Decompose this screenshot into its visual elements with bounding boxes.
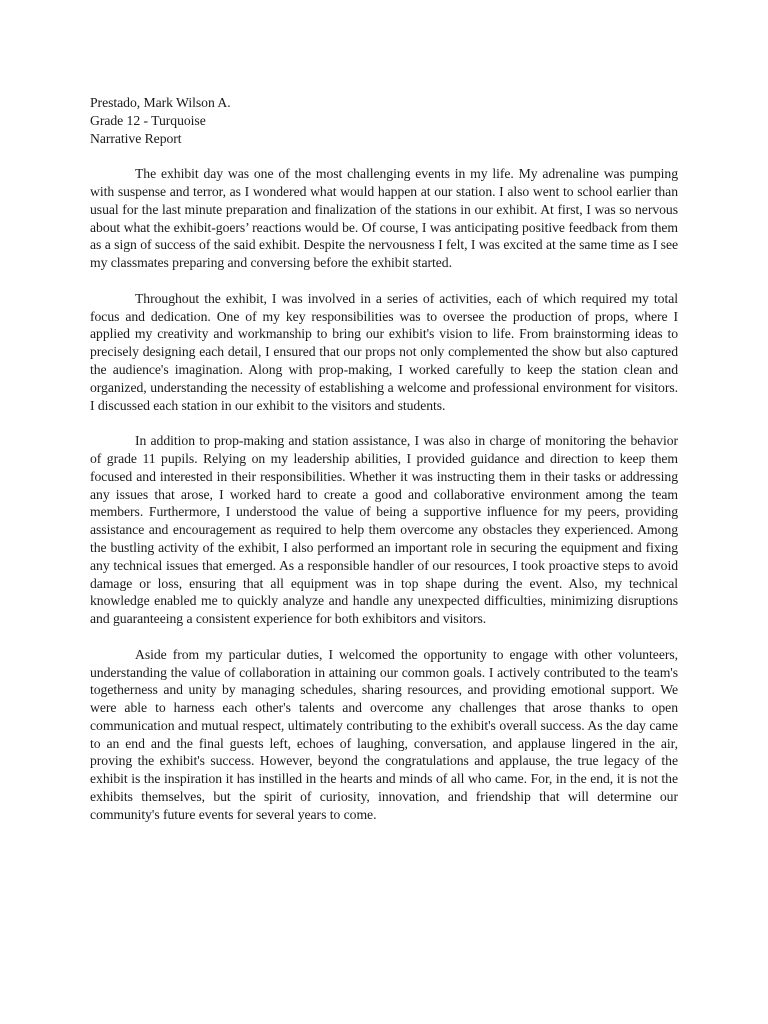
document-header xyxy=(90,94,678,147)
paragraph-monitoring: In addition to prop-making and station assistance, I was also in charge of monitoring the behavior of grade 11 pupils. Relying on my leadership abilities, I provided guidance and direction to keep them focused and interested in their responsibilities. Whether it was instructing them in their tasks or addressing any issues that arose, I worked hard to create a good and collaborative environment among the team members. Furthermore, I understood the value of being a supportive influence for my peers, providing assistance and encouragement as required to help them overcome any obstacles they experienced. Among the bustling activity of the exhibit, I also performed an important role in securing the equipment and fixing any technical issues that emerged. As a responsible handler of our resources, I took proactive steps to avoid damage or loss, ensuring that all equipment was in top shape during the event. Also, my technical knowledge enabled me to quickly analyze and handle any unexpected difficulties, minimizing disruptions and guaranteeing a consistent experience for both exhibitors and visitors. xyxy=(90,433,678,627)
paragraph-exhibit-day: The exhibit day was one of the most challenging events in my life. My adrenaline was pumping with suspense and terror, as I wondered what would happen at our station. I also went to school earlier than usual for the last minute preparation and finalization of the stations in our exhibit. At first, I was so nervous about what the exhibit-goers’ reactions would be. Of course, I was anticipating positive feedback from them as a sign of success of the said exhibit. Despite the nervousness I felt, I was excited at the same time as I see my classmates preparing and conversing before the exhibit started. xyxy=(90,166,678,271)
document-body xyxy=(90,94,678,841)
author-name: Prestado, Mark Wilson A. xyxy=(90,95,231,110)
paragraph-collaboration: Aside from my particular duties, I welcomed the opportunity to engage with other volunteers, understanding the value of collaboration in attaining our common goals. I actively contributed to the team's togetherness and unity by managing schedules, sharing resources, and providing emotional support. We were able to harness each other's talents and overcome any challenges that arose thanks to open communication and mutual respect, ultimately contributing to the exhibit's overall success. As the day came to an end and the final guests left, echoes of laughing, conversation, and applause lingered in the air, proving the exhibit's success. However, beyond the congratulations and applause, the true legacy of the exhibit is the inspiration it has instilled in the hearts and minds of all who came. For, in the end, it is not the exhibits themselves, but the spirit of curiosity, innovation, and friendship that will determine our community's future events for several years to come. xyxy=(90,646,678,822)
paragraph-responsibilities: Throughout the exhibit, I was involved in a series of activities, each of which required my total focus and dedication. One of my key responsibilities was to oversee the production of props, where I applied my creativity and workmanship to bring our exhibit's vision to life. From brainstorming ideas to precisely designing each detail, I ensured that our props not only complemented the show but also captured the audience's imagination. Along with prop-making, I worked carefully to keep the station clean and organized, understanding the necessity of establishing a welcome and professional environment for visitors. I discussed each station in our exhibit to the visitors and students. xyxy=(90,290,678,413)
document-type: Narrative Report xyxy=(90,130,182,146)
grade-section: Grade 12 - Turquoise xyxy=(90,112,206,128)
